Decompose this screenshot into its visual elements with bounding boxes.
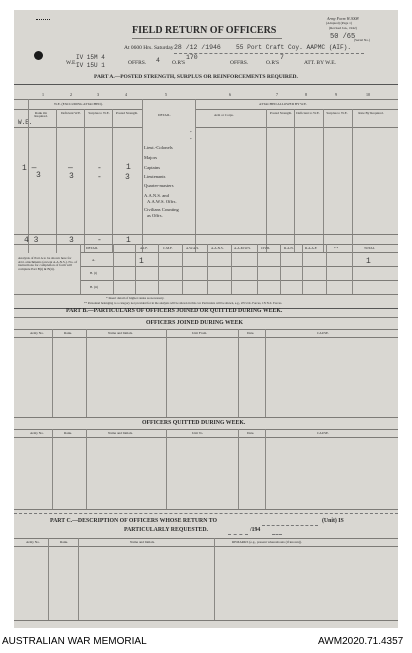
col-num-4: 4 [125, 92, 127, 97]
hand-col4-a: 1 [126, 163, 131, 172]
detail-quartermasters: Quarter-masters [144, 183, 174, 188]
part-a-vline [195, 99, 196, 253]
hand-col2-b: 3 [69, 172, 74, 181]
quitted-head-unit-to: Unit To. [192, 431, 204, 435]
ors-label: O.R'S [172, 60, 186, 66]
serial-label: (Serial No.) [354, 38, 371, 42]
col-num-9: 9 [335, 92, 337, 97]
part-a-vline [323, 109, 324, 253]
colhead-rate-required: Rate By Required. [358, 111, 384, 115]
joined-head-army-no: Army No. [30, 331, 44, 335]
detail-majors: Majors [144, 155, 158, 160]
part-a-vline [112, 109, 113, 253]
analysis-head-civil: CIVIL [261, 246, 271, 250]
quitted-head-rank: Rank. [64, 431, 73, 435]
footer-accession: AWM2020.71.4357 [318, 636, 404, 647]
colhead-att-surplus: Surplus to W.E. [326, 111, 348, 115]
report-date: 28 /12 /1946 [174, 44, 221, 51]
colhead-posted: Posted Strength. [115, 111, 139, 115]
joined-head-cause: CAUSE. [317, 331, 329, 335]
joined-head-name: Name and Initials. [108, 331, 133, 335]
analysis-head-awas: A.W.A.S. [186, 246, 200, 250]
part-b-rule [14, 317, 398, 318]
analysis-vline [158, 244, 159, 294]
we-label: W.E. [66, 60, 77, 66]
we-value-1: IV 15M 4 [76, 54, 105, 61]
part-a-rule [14, 84, 398, 85]
quitted-head-name: Name and Initials. [108, 431, 133, 435]
part-a-title: PART A.—POSTED STRENGTH, SURPLUS OR REINFORCEMENTS REQUIRED. [94, 74, 298, 80]
detail-aamws: A.A.W.S. Offrs. [147, 199, 177, 204]
part-c-head-rule [14, 546, 398, 547]
col-num-8: 8 [305, 92, 307, 97]
analysis-row-a: A. [92, 258, 96, 262]
att-label: ATT. BY W.E. [304, 60, 336, 66]
hand-col1-a: 1 — [22, 164, 37, 173]
joined-head-unit-from: Unit From. [192, 331, 208, 335]
analysis-head-detail: DETAIL [86, 246, 98, 250]
quitted-head-army-no: Army No. [30, 431, 44, 435]
analysis-vline [182, 244, 183, 294]
analysis-head-aamws: A.A.M.W.S. [234, 246, 251, 250]
part-a-vline [84, 109, 85, 253]
analysis-note: Analysis of Part A to be shown here for ALL attachments (except A.A.N.S.). No. of instructions for completion of form will complete Part B(i) & B(ii). [18, 256, 78, 272]
quitted-title: OFFICERS QUITTED DURING WEEK. [142, 420, 246, 426]
analysis-rule [80, 280, 398, 281]
analysis-head-cmf: C.M.F. [163, 246, 173, 250]
army-form-adapted: (Adapted) (Page 1) [326, 21, 352, 25]
col-num-7: 7 [276, 92, 278, 97]
punch-hole [34, 51, 43, 60]
detail-as-offrs: as Offrs. [147, 213, 163, 218]
part-a-vline [142, 99, 143, 253]
part-a-vline [352, 109, 353, 253]
joined-vline [265, 329, 266, 417]
analysis-head-aans: A.A.N.S. [211, 246, 224, 250]
analysis-vline [135, 244, 136, 294]
part-a-vline [56, 109, 57, 253]
analysis-vline [80, 244, 81, 294]
part-c-vline [214, 538, 215, 620]
analysis-head-rule [80, 252, 398, 253]
detail-asterisk: * [190, 130, 192, 134]
group-rule-left [14, 109, 142, 110]
part-c-head-remarks: REMARKS (e.g., present whereabouts (if known)). [232, 540, 302, 544]
part-b-bottom-rule [14, 509, 398, 510]
col-num-2: 2 [70, 92, 72, 97]
detail-asterisk: * [190, 137, 192, 141]
colhead-rank-required: Rank On Required. [34, 111, 48, 119]
offrs2-label: OFFRS. [230, 60, 249, 66]
quitted-head-date: Date. [247, 431, 255, 435]
serial-number: 50 /65 [330, 33, 356, 41]
quitted-title-rule [14, 429, 398, 430]
part-c-title: PART C.—DESCRIPTION OF OFFICERS WHOSE RETURN TO [50, 518, 218, 524]
analysis-vline [113, 244, 114, 294]
mark-dots [36, 19, 50, 22]
part-b-mid-rule [14, 417, 398, 418]
quitted-vline [52, 429, 53, 509]
colhead-arm-corps: Arm or Corps. [214, 113, 234, 117]
army-form-number: Army Form W.3008 [327, 16, 359, 21]
form-title: FIELD RETURN OF OFFICERS [132, 25, 277, 36]
we-margin-mark: W.E. [18, 119, 33, 126]
analysis-vline [207, 244, 208, 294]
part-c-requested: PARTICULARLY REQUESTED. [124, 527, 208, 533]
analysis-head-raaf: R.A.A.F. [305, 246, 318, 250]
analysis-rule [80, 266, 398, 267]
part-c-head-top [14, 538, 398, 539]
detail-aans: A.A.N.S. and [144, 193, 169, 198]
part-c-head-army-no: Army No. [26, 540, 40, 544]
analysis-head-total: TOTAL [364, 246, 375, 250]
unit-name: 55 Port Craft Coy. AAPMC (AIF). [236, 44, 352, 51]
ors2-value: 7 [280, 54, 284, 61]
col-num-1: 1 [42, 92, 44, 97]
title-underline [132, 38, 282, 39]
quitted-vline [265, 429, 266, 509]
analysis-vline [280, 244, 281, 294]
footer-institution: AUSTRALIAN WAR MEMORIAL [2, 636, 147, 647]
ors-value: 170 [186, 54, 198, 61]
part-c-date-end [272, 534, 282, 535]
joined-head-date: Date. [247, 331, 255, 335]
army-form-revised: (Revised Jan., 1942) [329, 26, 357, 30]
hand-col3-b: - [97, 173, 102, 182]
analysis-aif-value: 1 [139, 257, 144, 266]
part-c-dash-top [14, 513, 398, 514]
quitted-head-rule [14, 437, 398, 438]
we-group-header: W.E. (EXCLUDING ATTACHED). [54, 102, 103, 106]
analysis-head-other: * * [334, 246, 339, 250]
detail-lieutenants: Lieutenants [144, 174, 166, 179]
we-value-2: IV 15U 1 [76, 62, 105, 69]
joined-title: OFFICERS JOINED DURING WEEK [146, 320, 244, 326]
analysis-row-bi: B. (i) [90, 271, 98, 275]
quitted-vline [238, 429, 239, 509]
quitted-vline [86, 429, 87, 509]
detail-captains: Captains [144, 165, 161, 170]
part-c-unit-label: (Unit) IS [322, 518, 344, 524]
hand-col4-b: 3 [125, 173, 130, 182]
analysis-total-value: 1 [366, 257, 371, 266]
part-a-vline [28, 99, 29, 253]
total-col1: 4 3 [24, 236, 39, 245]
part-c-head-name: Name and Initials. [130, 540, 155, 544]
quitted-vline [166, 429, 167, 509]
part-c-head-rank: Rank. [60, 540, 69, 544]
part-c-date-line [228, 534, 248, 535]
colhead-att-deficient: Deficient to W.E. [296, 111, 320, 115]
hand-col1-b: 3 [36, 171, 41, 180]
col-num-6: 6 [229, 92, 231, 97]
part-b-title: PART B.—PARTICULARS OF OFFICERS JOINED OR QUITTED DURING WEEK. [66, 308, 283, 314]
col-num-5: 5 [165, 92, 167, 97]
colhead-rule-right [195, 127, 398, 128]
attached-group-header: ATTACHED ALLOWED BY W.E. [259, 102, 307, 106]
detail-lieut-colonels: Lieut.-Colonels [144, 145, 173, 150]
part-a-vline [294, 109, 295, 253]
part-c-vline [48, 538, 49, 620]
part-c-unit-line [262, 525, 318, 526]
joined-vline [86, 329, 87, 417]
part-a-vline [266, 109, 267, 253]
col-num-10: 10 [366, 92, 370, 97]
analysis-vline [352, 244, 353, 294]
analysis-row-bii: B. (ii) [90, 285, 99, 289]
colhead-surplus: Surplus to W.E. [88, 111, 110, 115]
hand-col2-a: — [68, 164, 73, 173]
analysis-vline [257, 244, 258, 294]
analysis-vline [302, 244, 303, 294]
group-rule-right [195, 109, 398, 110]
col-num-3: 3 [97, 92, 99, 97]
joined-head-rule [14, 337, 398, 338]
colhead-rule [14, 127, 142, 128]
footnote-2: ** Personnel belonging to a category not provided for in the analysis will be shown in this col. Particulars will be shown, e.g., 2N U.K. Forces, 1N N.Z. Forces. [84, 301, 283, 305]
part-c-vline [78, 538, 79, 620]
part-c-date-year: /194 [250, 527, 261, 533]
footnote-1: * Insert detail of higher ranks as necessary. [106, 296, 165, 300]
form-sheet [14, 10, 398, 628]
total-row-bottom [14, 244, 398, 245]
joined-vline [52, 329, 53, 417]
analysis-head-aif: A.I.F. [140, 246, 148, 250]
colhead-detail: DETAIL. [158, 113, 171, 117]
joined-vline [238, 329, 239, 417]
offrs-label: OFFRS. [128, 60, 147, 66]
joined-title-rule [14, 329, 398, 330]
total-row-top [14, 234, 398, 235]
analysis-rule [14, 294, 398, 295]
total-col3: - [97, 236, 102, 245]
part-c-bottom-rule [14, 620, 398, 621]
total-col2: 3 [69, 236, 74, 245]
joined-head-rank: Rank. [64, 331, 73, 335]
col-num-rule [14, 99, 398, 100]
analysis-head-ran: R.A.N. [284, 246, 294, 250]
colhead-att-posted: Posted Strength. [269, 111, 293, 115]
analysis-vline [326, 244, 327, 294]
offrs-value: 4 [156, 57, 160, 64]
report-time: At 0600 Hrs. Saturday [124, 45, 174, 51]
unit-underline [174, 53, 364, 54]
detail-civilians: Civilians Counting [144, 207, 179, 212]
hand-col3-a: - [97, 164, 102, 173]
quitted-head-cause: CAUSE. [317, 431, 329, 435]
ors2-label: O.R'S [266, 60, 280, 66]
analysis-vline [231, 244, 232, 294]
colhead-deficient: Deficient W.E. [60, 111, 82, 115]
total-col4: 1 [126, 236, 131, 245]
joined-vline [166, 329, 167, 417]
